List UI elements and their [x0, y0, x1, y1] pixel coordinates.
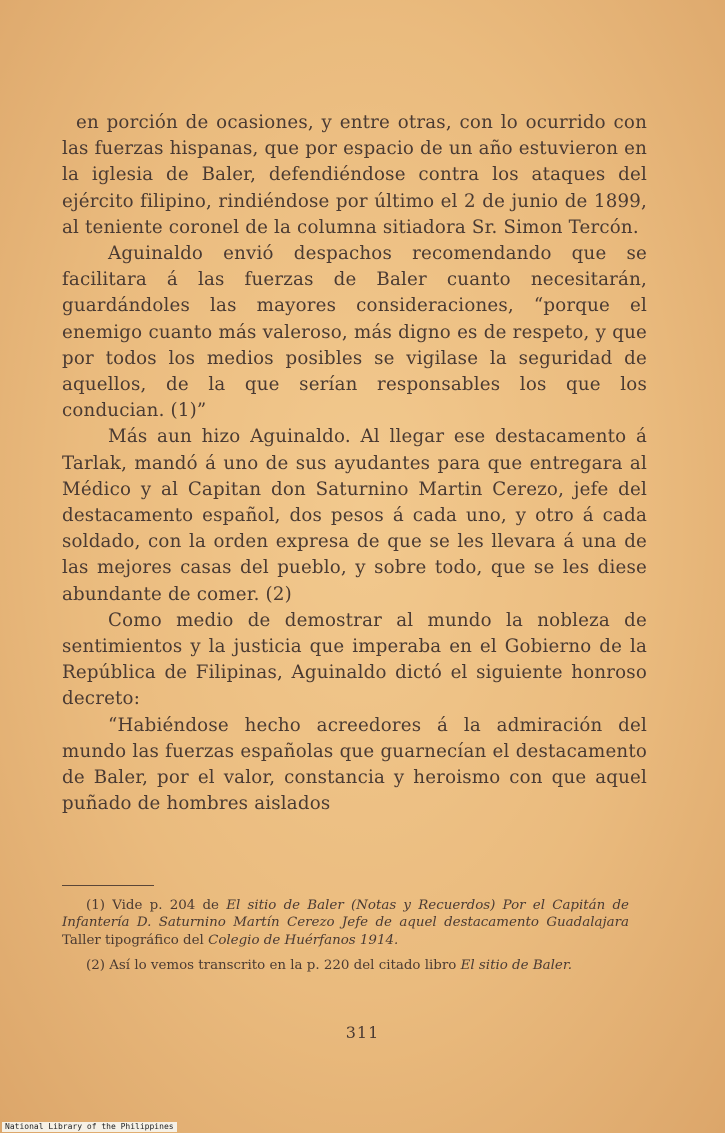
footnote-1-marker: (1) — [86, 898, 105, 913]
footnotes — [62, 897, 629, 983]
body-text — [62, 110, 647, 817]
footnote-2 — [62, 957, 629, 974]
footnote-2-title: El sitio de Baler. — [460, 958, 573, 974]
footnote-1 — [62, 897, 629, 949]
footnote-2-text: Así lo vemos transcrito en la p. 220 del citado libro — [109, 958, 457, 974]
footnote-1-title: El sitio de Baler (Notas y Recuerdos) Por el Capitán de Infantería D. Saturnino Martín Cerezo Jefe de aquel destacamento Guadalajara — [62, 898, 629, 931]
footnote-2-marker: (2) — [86, 958, 105, 974]
footnote-divider — [62, 885, 154, 886]
footnote-1-text: Vide p. 204 de — [112, 898, 219, 913]
paragraph-2: Aguinaldo envió despachos recomendando que se facilitara á las fuerzas de Baler cuanto necesitarán, guardándoles las mayores consideraciones, “porque el enemigo cuanto más valeroso, más digno es de respeto, y que por todos los medios posibles se vigilase la seguridad de aquellos, de la que serían responsables los que los conducian. (1)” — [62, 243, 647, 422]
paragraph-5: “Habiéndose hecho acreedores á la admiración del mundo las fuerzas españolas que guarnecían el destacamento de Baler, por el valor, constancia y heroismo con que aquel puñado de hombres aislados — [62, 714, 647, 815]
paragraph-3: Más aun hizo Aguinaldo. Al llegar ese destacamento á Tarlak, mandó á uno de sus ayudantes para que entregara al Médico y al Capitan don Saturnino Martin Cerezo, jefe del destacamento español, dos pesos á cada uno, y otro á cada soldado, con la orden expresa de que se les llevara á una de las mejores casas del pueblo, y sobre todo, que se les diese abundante de comer. (2) — [62, 426, 647, 605]
page-number: 311 — [345, 1023, 380, 1042]
paragraph-1: en porción de ocasiones, y entre otras, con lo ocurrido con las fuerzas hispanas, que por espacio de un año estuvieron en la iglesia de Baler, defendiéndose contra los ataques del ejército filipino, rindiéndose por último el 2 de junio de 1899, al teniente coronel de la columna sitiadora Sr. Simon Tercón. — [62, 112, 647, 238]
footnote-1-college: Colegio de Huérfanos 1914. — [208, 932, 399, 948]
library-watermark: National Library of the Philippines — [2, 1122, 177, 1132]
footnote-1-publisher: Taller tipográfico del — [62, 932, 204, 948]
paragraph-4: Como medio de demostrar al mundo la nobleza de sentimientos y la justicia que imperaba en el Gobierno de la República de Filipinas, Aguinaldo dictó el siguiente honroso decreto: — [62, 609, 647, 710]
